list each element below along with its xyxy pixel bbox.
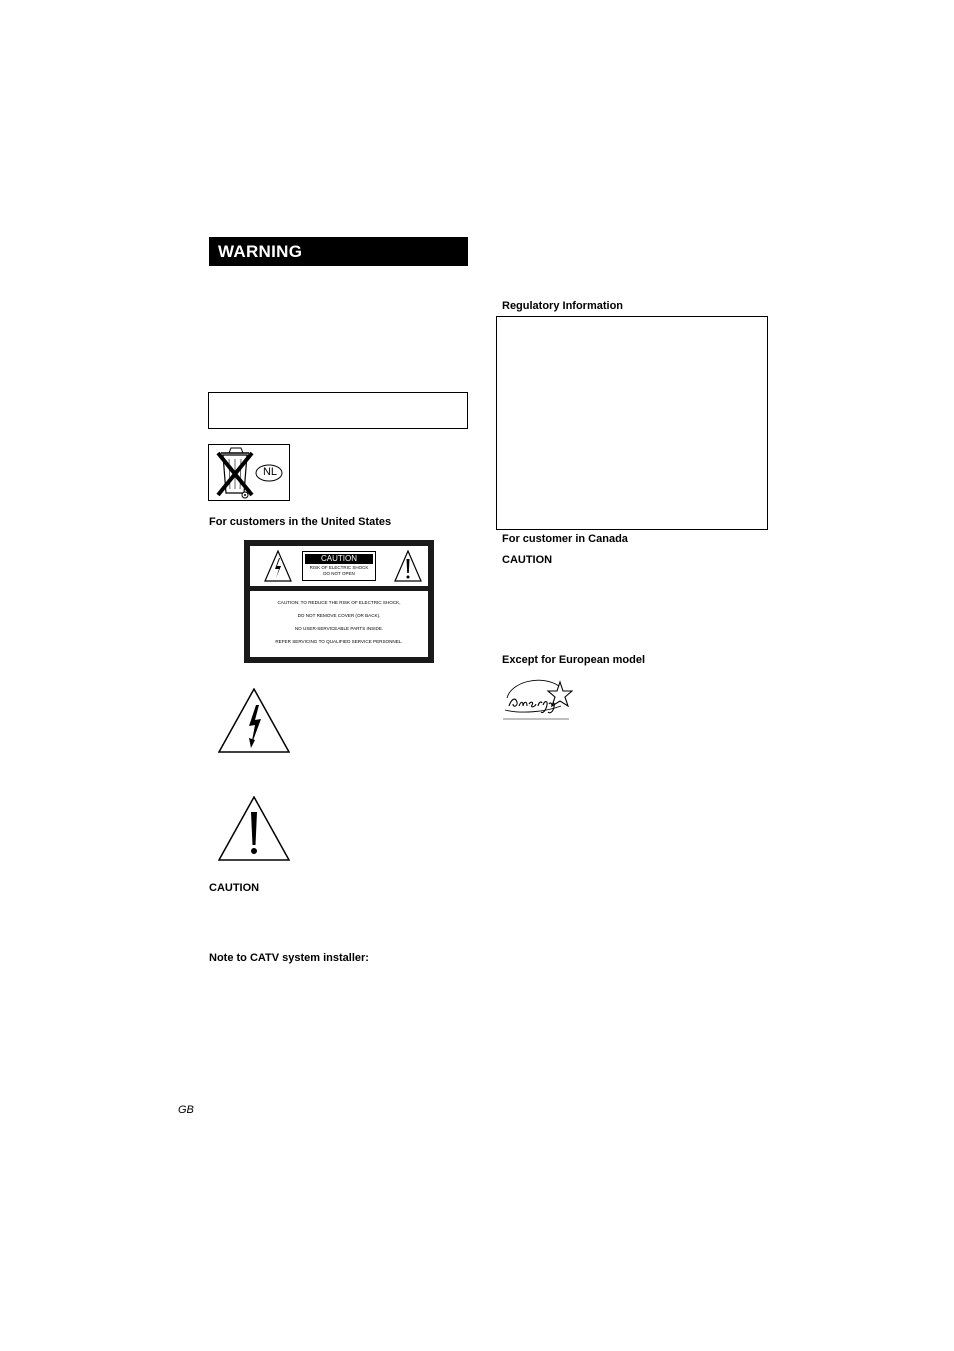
battery-disposal-mark	[208, 444, 290, 501]
canada-caution-heading: CAUTION	[502, 554, 553, 566]
caution-label-line-4: REFER SERVICING TO QUALIFIED SERVICE PERSONNEL.	[275, 639, 403, 644]
caution-label-line-2: DO NOT REMOVE COVER (OR BACK).	[297, 613, 381, 618]
caution-label-subtitle-2: DO NOT OPEN	[323, 570, 355, 576]
page-marker: GB	[178, 1104, 194, 1116]
notice-box	[208, 392, 468, 429]
exclamation-triangle-icon	[394, 550, 422, 582]
caution-label-bottom-panel	[250, 591, 428, 657]
regulatory-box	[496, 316, 768, 530]
catv-installer-heading: Note to CATV system installer:	[209, 952, 369, 964]
caution-label-center-box	[302, 551, 376, 581]
energy-star-logo	[501, 676, 573, 722]
caution-label-line-3: NO USER-SERVICEABLE PARTS INSIDE.	[294, 626, 384, 631]
caution-label-top-panel	[250, 546, 428, 586]
regulatory-heading: Regulatory Information	[502, 300, 624, 312]
caution-heading: CAUTION	[209, 882, 260, 894]
exclamation-warning-icon	[218, 796, 290, 862]
caution-label-line-1: CAUTION: TO REDUCE THE RISK OF ELECTRIC SHOCK,	[277, 600, 401, 605]
caution-label-title: CAUTION	[305, 554, 373, 564]
canada-heading: For customer in Canada	[502, 533, 628, 545]
nl-badge-text: NL	[262, 466, 278, 478]
warning-title: WARNING	[209, 237, 468, 266]
european-model-heading: Except for European model	[502, 654, 646, 666]
caution-label-subtitle-1: RISK OF ELECTRIC SHOCK	[309, 565, 369, 570]
us-customers-heading: For customers in the United States	[209, 516, 392, 528]
lightning-triangle-icon	[264, 550, 292, 582]
caution-label-graphic	[244, 540, 434, 663]
lightning-warning-icon	[218, 688, 290, 754]
